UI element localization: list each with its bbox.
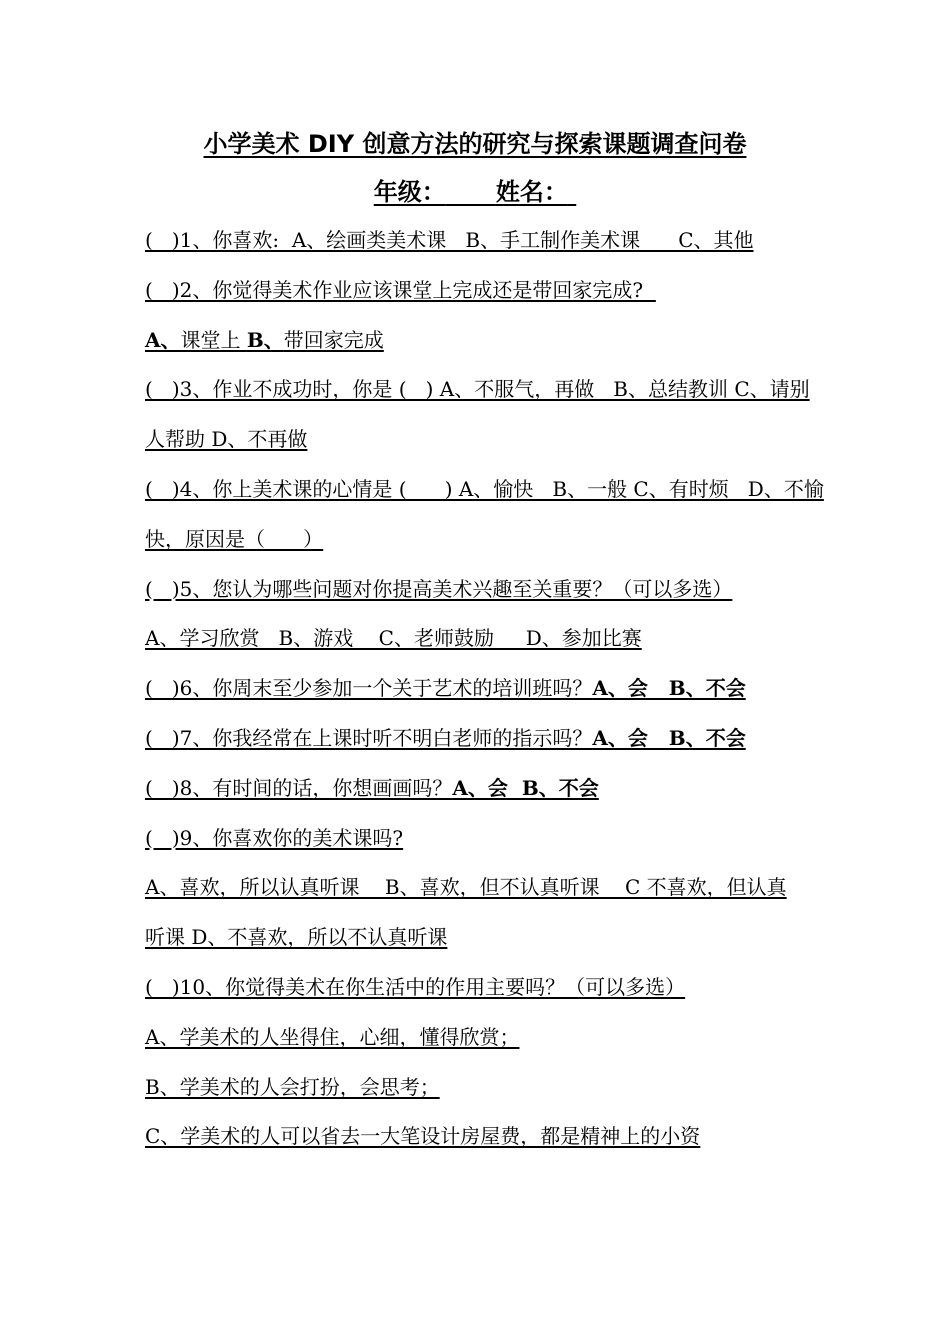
- line-text-part: A、喜欢，所以认真听课 B、喜欢，但不认真听课 C 不喜欢，但认真: [145, 875, 787, 900]
- question-line: [145, 917, 815, 967]
- title-text: 小学美术 DIY 创意方法的研究与探索课题调查问卷: [203, 130, 747, 158]
- line-text-part: ( )6、你周末至少参加一个关于艺术的培训班吗？: [145, 676, 593, 701]
- question-line-text: [145, 1124, 700, 1148]
- question-line-text: [145, 875, 787, 899]
- line-text-part: A、学美术的人坐得住，心细，懂得欣赏；: [145, 1024, 520, 1049]
- question-line-text: [145, 975, 685, 999]
- line-text-part: ( )2、你觉得美术作业应该课堂上完成还是带回家完成?: [145, 277, 656, 302]
- question-line-text: [145, 427, 307, 451]
- line-text-part: 人帮助 D、不再做: [145, 427, 308, 452]
- question-line: [145, 1067, 815, 1117]
- question-line: [145, 220, 815, 270]
- question-line: [145, 1116, 815, 1166]
- question-line: [145, 369, 815, 419]
- name-label: 姓名：: [495, 178, 568, 206]
- document-title: [0, 124, 950, 164]
- line-text-part: ( )4、你上美术课的心情是 ( ) A、愉快 B、一般 C、有时烦 D、不愉: [145, 476, 824, 501]
- question-lines: [145, 220, 824, 1166]
- question-line: [145, 618, 815, 668]
- question-line-text: [145, 577, 732, 601]
- question-line: [145, 1017, 815, 1067]
- question-line: [145, 867, 815, 917]
- line-text-part: 带回家完成: [283, 327, 384, 352]
- question-line-text: [145, 377, 810, 401]
- question-line-text: [145, 726, 746, 750]
- line-text-part: 快，原因是（ ）: [145, 526, 324, 551]
- question-line-text: [145, 925, 447, 949]
- question-line: [145, 320, 815, 370]
- question-line-text: [145, 826, 403, 850]
- line-text-part: 听课 D、不喜欢，所以不认真听课: [145, 925, 448, 950]
- line-text-part: ( )10、你觉得美术在你生活中的作用主要吗？（可以多选）: [145, 974, 686, 999]
- grade-label: 年级：: [373, 178, 446, 206]
- line-text-part: ( )7、你我经常在上课时听不明白老师的指示吗？: [145, 725, 593, 750]
- question-line-text: [145, 1025, 519, 1049]
- question-line: [145, 519, 815, 569]
- line-text-part: 课堂上: [180, 327, 247, 352]
- question-line: [145, 818, 815, 868]
- question-line: [145, 469, 824, 519]
- grade-blank: [446, 178, 496, 206]
- question-line-text: [145, 1075, 440, 1099]
- grade-field: [374, 178, 496, 206]
- question-line: [145, 768, 815, 818]
- bold-answer-text: A、会 B、不会: [592, 676, 746, 701]
- line-text-part: A、学习欣赏 B、游戏 C、老师鼓励 D、参加比赛: [145, 626, 642, 651]
- bold-answer-text: A、会 B、不会: [452, 775, 599, 800]
- question-line: [145, 419, 815, 469]
- name-blank: [568, 178, 576, 206]
- line-text-part: ( )9、你喜欢你的美术课吗?: [145, 825, 404, 850]
- question-line-text: [145, 477, 824, 501]
- question-line: [145, 569, 815, 619]
- line-text-part: ( )3、作业不成功时，你是 ( ) A、不服气，再做 B、总结教训 C、请别: [145, 377, 810, 402]
- question-line-text: [145, 228, 754, 252]
- bold-answer-text: B、: [246, 327, 284, 352]
- grade-name-line: [0, 172, 950, 212]
- line-text-part: B、学美术的人会打扮，会思考；: [145, 1074, 440, 1099]
- line-text-part: ( )5、您认为哪些问题对你提高美术兴趣至关重要？（可以多选）: [145, 576, 733, 601]
- bold-answer-text: A、会 B、不会: [592, 725, 746, 750]
- bold-answer-text: A、: [145, 327, 181, 352]
- question-line: [145, 668, 815, 718]
- question-line-text: [145, 776, 599, 800]
- question-line: [145, 718, 815, 768]
- question-line: [145, 270, 815, 320]
- name-field: [496, 178, 576, 206]
- question-line-text: [145, 278, 656, 302]
- question-line-text: [145, 328, 384, 352]
- line-text-part: C、学美术的人可以省去一大笔设计房屋费，都是精神上的小资: [145, 1124, 701, 1149]
- question-line: [145, 967, 815, 1017]
- question-line-text: [145, 626, 642, 650]
- question-line-text: [145, 527, 323, 551]
- line-text-part: ( )1、你喜欢: A、绘画类美术课 B、手工制作美术课 C、其他: [145, 228, 754, 252]
- line-text-part: ( )8、有时间的话，你想画画吗？: [145, 775, 453, 800]
- question-line-text: [145, 676, 746, 700]
